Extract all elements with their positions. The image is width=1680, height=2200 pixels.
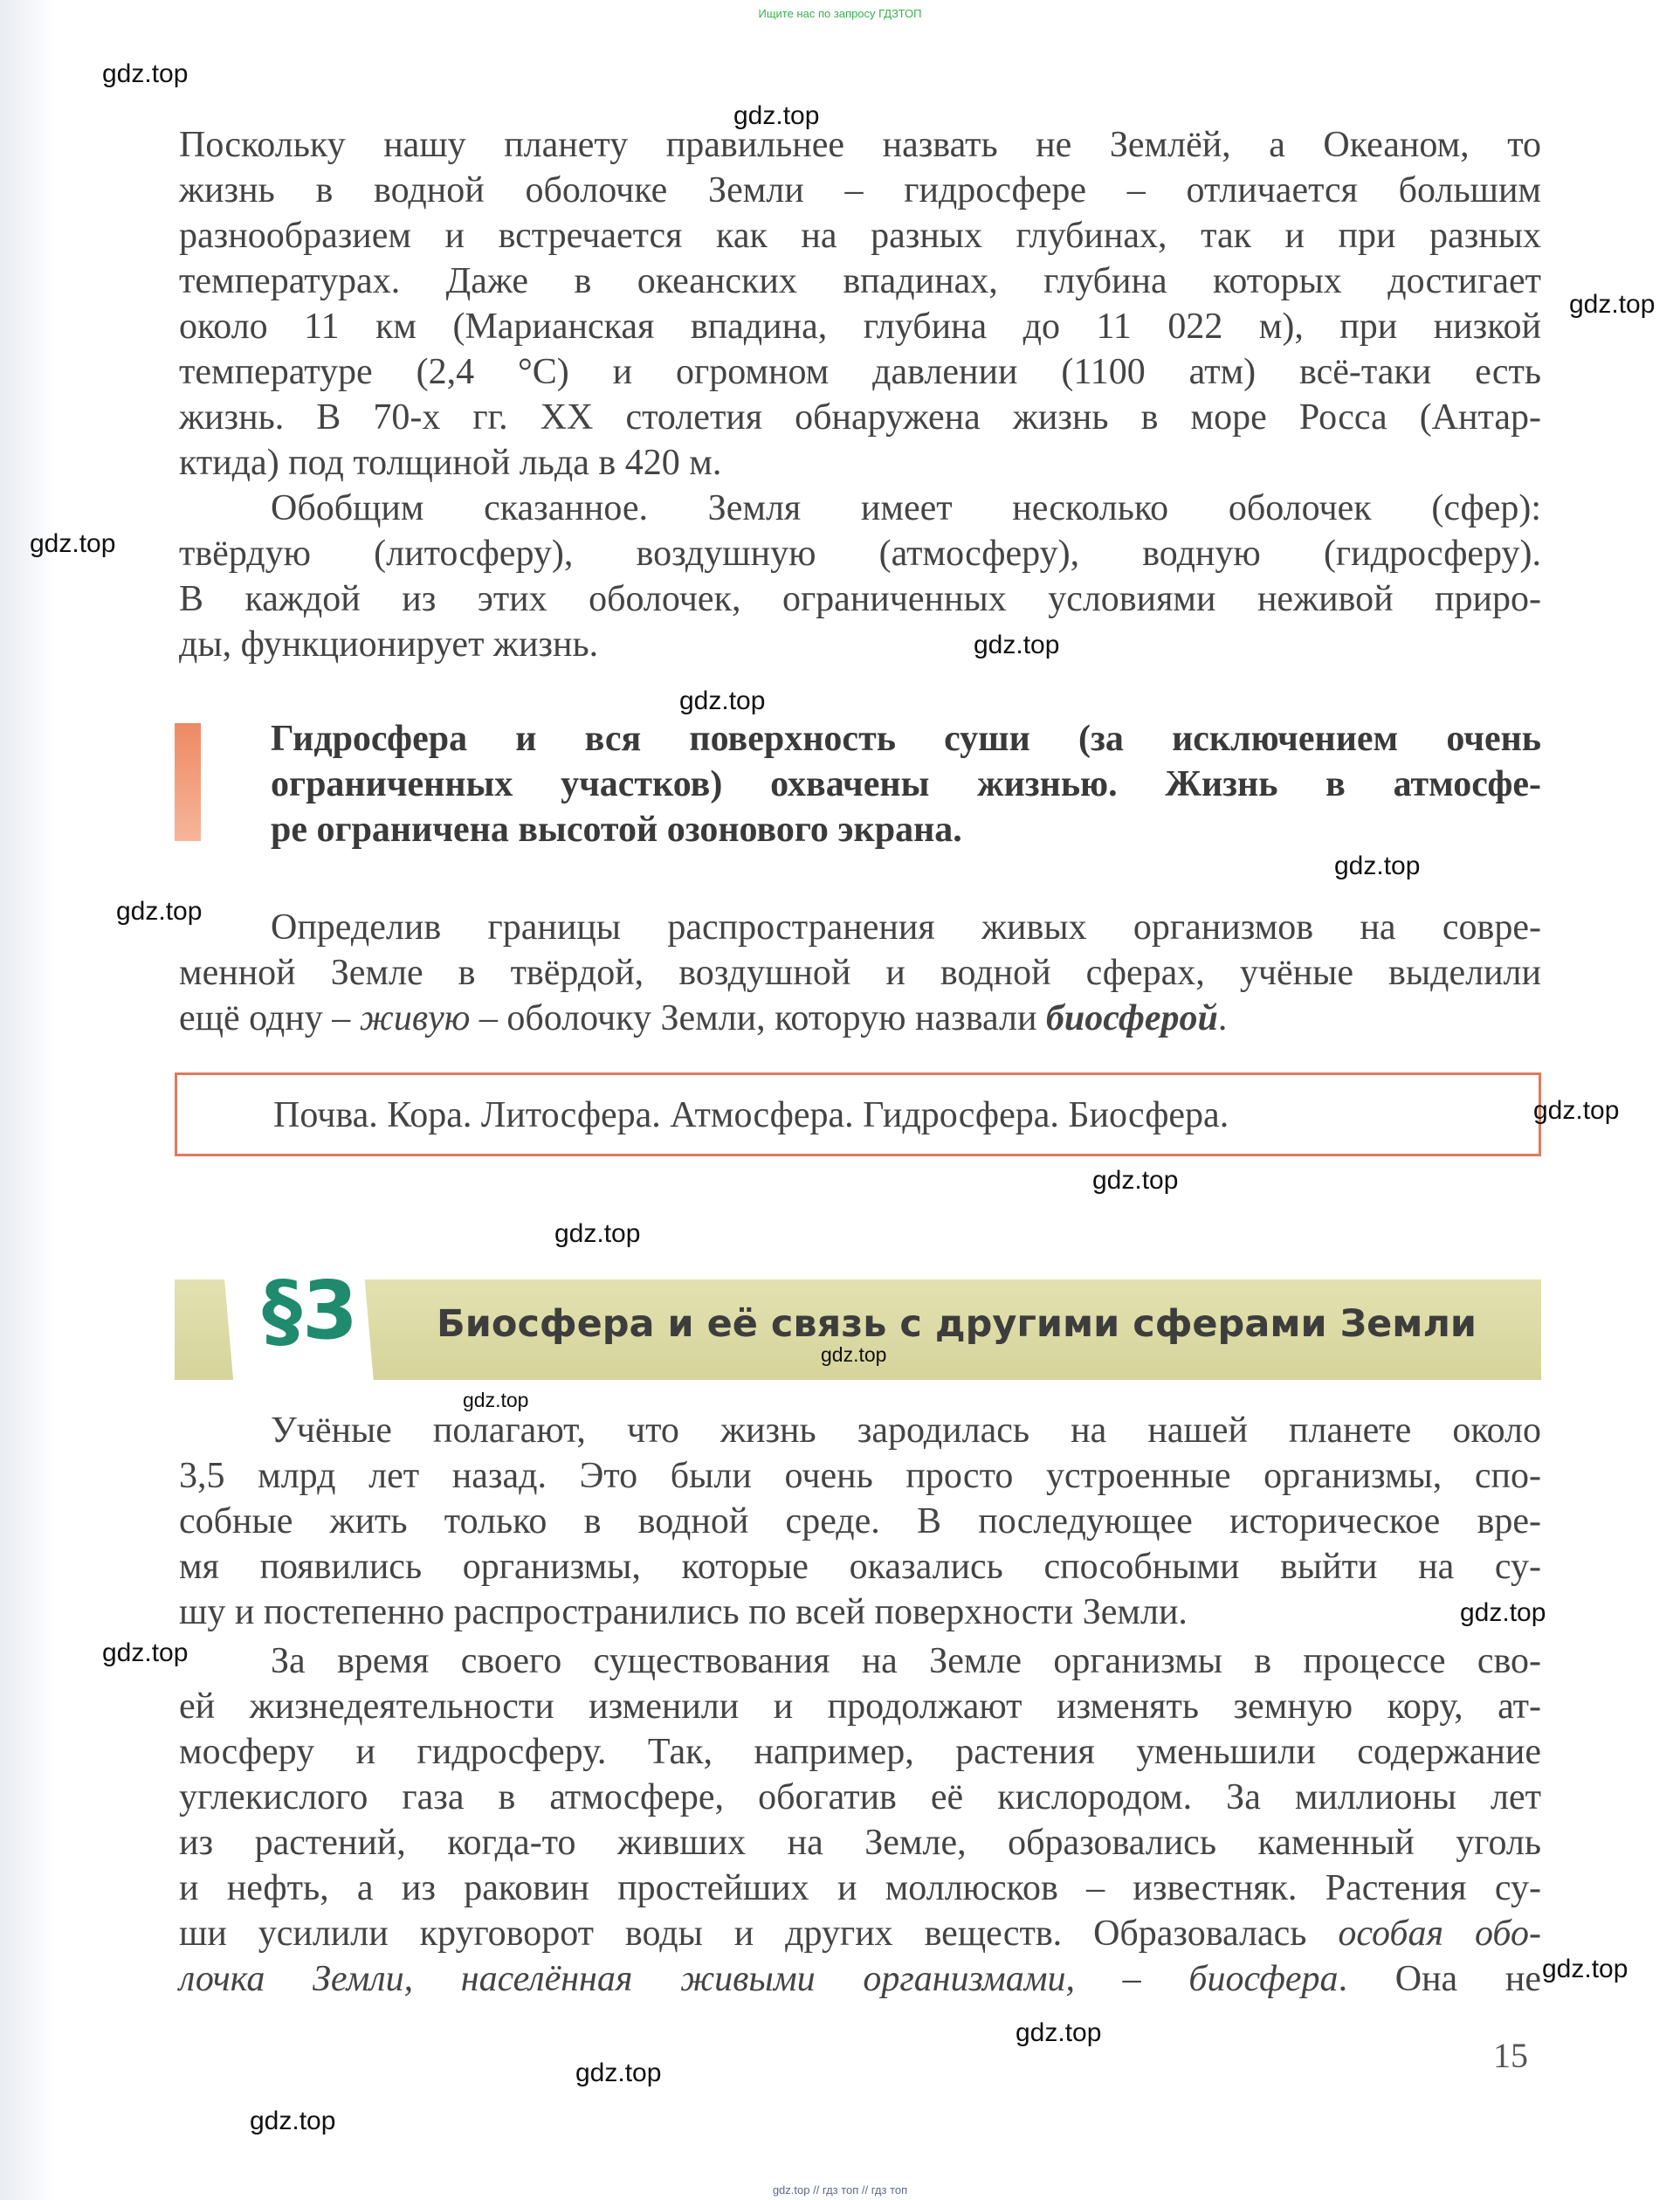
watermark: gdz.top — [463, 1389, 529, 1411]
text-span: ещё одну – — [179, 998, 360, 1038]
watermark: gdz.top — [1092, 1166, 1179, 1195]
italic-definition: особая обо- — [1338, 1914, 1541, 1954]
text-line: шу и постепенно распространились по всей поверхности Земли. — [179, 1592, 1188, 1632]
paragraph-summary — [179, 486, 1541, 667]
paragraph-organisms-change-earth — [179, 1638, 1541, 2002]
text-line: ктида) под толщиной льда в 420 м. — [179, 443, 722, 483]
italic-definition: лочка Земли, населённая живыми организмами, — [179, 1959, 1075, 1999]
text-line: собные жить только в водной среде. В последующее историческое вре- — [179, 1501, 1541, 1541]
key-statement — [271, 716, 1541, 852]
watermark: gdz.top — [575, 2059, 662, 2087]
key-terms-text: Почва. Кора. Литосфера. Атмосфера. Гидросфера. Биосфера. — [273, 1095, 1229, 1135]
term-biosphere-italic: биосфера — [1188, 1959, 1339, 1999]
text-span: – оболочку Земли, которую назвали — [470, 998, 1046, 1038]
text-line: В каждой из этих оболочек, ограниченных условиями неживой приро- — [179, 579, 1541, 619]
text-line: мя появились организмы, которые оказались способными выйти на су- — [179, 1547, 1541, 1587]
paragraph-biosphere-definition — [179, 905, 1541, 1041]
watermark: gdz.top — [1334, 852, 1421, 880]
text-line — [179, 1956, 1541, 2002]
section-number: §3 — [262, 1264, 359, 1357]
text-line: температуре (2,4 °C) и огромном давлении (1100 атм) всё-таки есть — [179, 352, 1541, 392]
text-line: и нефть, а из раковин простейших и моллюсков – известняк. Растения су- — [179, 1868, 1541, 1908]
key-terms-box — [175, 1072, 1541, 1156]
paragraph-hydrosphere — [179, 122, 1541, 486]
highlight-marker-bar — [175, 723, 201, 841]
text-line: ограниченных участков) охвачены жизнью. Жизнь в атмосфе- — [271, 764, 1541, 804]
watermark: gdz.top — [733, 101, 820, 130]
text-line: Обобщим сказанное. Земля имеет несколько оболочек (сфер): — [271, 488, 1541, 528]
bottom-promo-note: gdz.top // гдз топ // гдз топ — [772, 2183, 908, 2197]
text-line: твёрдую (литосферу), воздушную (атмосферу), водную (гидросферу). — [179, 534, 1541, 574]
watermark: gdz.top — [1533, 1096, 1620, 1125]
text-line: Поскольку нашу планету правильнее назвать не Землёй, а Океаном, то — [179, 125, 1541, 165]
text-line: ды, функционирует жизнь. — [179, 624, 599, 665]
text-line: жизнь. В 70-х гг. XX столетия обнаружена жизнь в море Росса (Антар- — [179, 397, 1541, 438]
watermark: gdz.top — [116, 897, 203, 926]
text-line — [179, 996, 1541, 1041]
watermark: gdz.top — [1569, 290, 1656, 319]
text-span: . Она не — [1338, 1959, 1541, 1999]
watermark: gdz.top — [554, 1219, 641, 1248]
page-spine-shadow — [0, 0, 52, 2200]
text-line — [179, 1911, 1541, 1956]
text-line: ей жизнедеятельности изменили и продолжают изменять земную кору, ат- — [179, 1686, 1541, 1727]
section-title: Биосфера и её связь с другими сферами Земли — [437, 1302, 1477, 1346]
watermark: gdz.top — [1460, 1598, 1546, 1627]
watermark: gdz.top — [821, 1343, 887, 1366]
term-biosphere-bold: биосферой — [1045, 998, 1218, 1038]
watermark: gdz.top — [974, 631, 1060, 659]
text-span: ши усилили круговорот воды и других веществ. Образовалась — [179, 1914, 1339, 1954]
text-line: За время своего существования на Земле организмы в процессе сво- — [271, 1641, 1541, 1681]
text-line: 3,5 млрд лет назад. Это были очень просто устроенные организмы, спо- — [179, 1456, 1541, 1496]
watermark: gdz.top — [102, 59, 189, 88]
watermark: gdz.top — [30, 529, 116, 558]
text-line: жизнь в водной оболочке Земли – гидросфере – отличается большим — [179, 170, 1541, 210]
paragraph-origin-of-life — [179, 1408, 1541, 1635]
watermark: gdz.top — [250, 2107, 336, 2135]
text-line: около 11 км (Марианская впадина, глубина до 11 022 м), при низкой — [179, 307, 1541, 347]
page-number: 15 — [1493, 2036, 1528, 2075]
top-promo-note: Ищите нас по запросу ГДЗТОП — [758, 7, 922, 20]
text-line: температурах. Даже в океанских впадинах, глубина которых достигает — [179, 261, 1541, 301]
watermark: gdz.top — [1016, 2018, 1102, 2047]
text-line: ре ограничена высотой озонового экрана. — [271, 810, 962, 850]
text-line: Определив границы распространения живых организмов на совре- — [271, 907, 1541, 948]
text-line: из растений, когда-то живших на Земле, образовались каменный уголь — [179, 1823, 1541, 1863]
text-span: . — [1217, 998, 1228, 1038]
text-line: мосферу и гидросферу. Так, например, растения уменьшили содержание — [179, 1732, 1541, 1772]
text-line: менной Земле в твёрдой, воздушной и водной сферах, учёные выделили — [179, 953, 1541, 993]
text-line: углекислого газа в атмосфере, обогатив её кислородом. За миллионы лет — [179, 1777, 1541, 1817]
term-living-italic: живую — [359, 998, 471, 1038]
text-line: Гидросфера и вся поверхность суши (за исключением очень — [271, 719, 1541, 759]
text-line: разнообразием и встречается как на разных глубинах, так и при разных — [179, 216, 1541, 256]
text-span: – — [1075, 1959, 1189, 1999]
watermark: gdz.top — [679, 686, 766, 715]
watermark: gdz.top — [1542, 1955, 1628, 1983]
watermark: gdz.top — [102, 1638, 189, 1667]
text-line: Учёные полагают, что жизнь зародилась на нашей планете около — [271, 1410, 1541, 1451]
